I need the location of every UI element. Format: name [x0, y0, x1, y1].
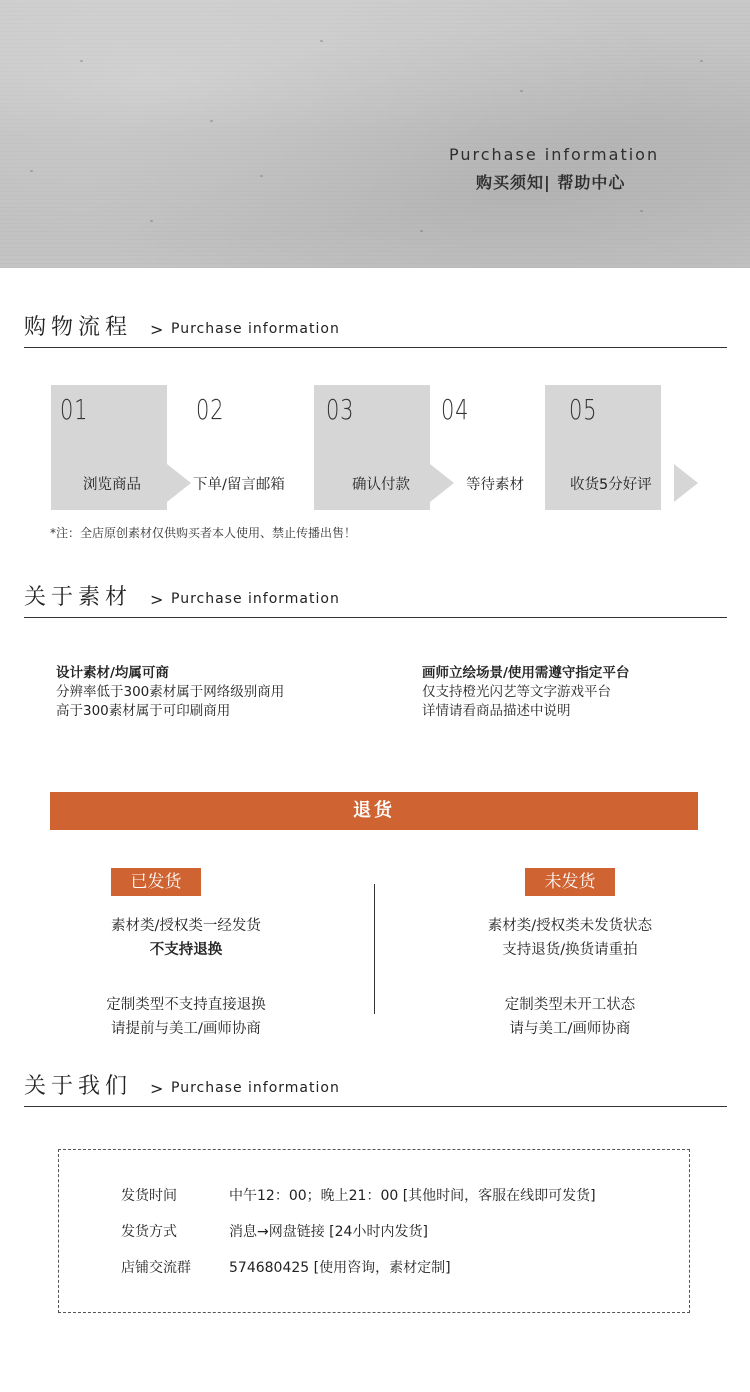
chevron-right-icon: >: [150, 590, 164, 609]
usage-note: *注：全店原创素材仅供购买者本人使用、禁止传播出售！: [50, 526, 357, 540]
material-info-right: [422, 664, 629, 721]
step-label: 收货5分好评: [570, 477, 652, 493]
step-label: 浏览商品: [83, 477, 141, 493]
step-arrow-shape: [167, 464, 191, 502]
policy-text: 请与美工/画师协商: [509, 1021, 631, 1037]
vertical-divider: [374, 884, 375, 1014]
info-key: 发货方式: [121, 1224, 177, 1240]
section-subtitle: Purchase information: [171, 321, 340, 337]
step-number: 01: [60, 393, 89, 426]
material-text: 高于300素材属于可印刷商用: [56, 703, 231, 719]
returns-header: 退货: [50, 792, 698, 830]
about-section-header: [24, 1067, 727, 1107]
step-number: 03: [326, 393, 355, 426]
step-number: 04: [441, 393, 470, 426]
shop-info-row: [121, 1185, 596, 1205]
policy-text: 定制类型不支持直接退换: [106, 997, 266, 1013]
section-title: 关于我们: [24, 1074, 133, 1099]
shop-info-row: [121, 1257, 451, 1277]
material-section-header: [24, 578, 727, 618]
chevron-right-icon: >: [150, 320, 164, 339]
info-key: 发货时间: [121, 1188, 177, 1204]
policy-text: 定制类型未开工状态: [504, 997, 636, 1013]
process-section-header: [24, 308, 727, 348]
section-subtitle: Purchase information: [171, 591, 340, 607]
policy-text: 支持退货/换货请重拍: [502, 942, 638, 958]
section-title: 购物流程: [24, 315, 133, 340]
info-key: 店铺交流群: [121, 1260, 191, 1276]
header-banner: [0, 0, 750, 268]
step-arrow-shape: [674, 464, 698, 502]
material-title: 设计素材/均属可商: [56, 665, 169, 681]
material-text: 分辨率低于300素材属于网络级别商用: [56, 684, 285, 700]
policy-text: 请提前与美工/画师协商: [111, 1021, 261, 1037]
material-info-left: [56, 664, 284, 721]
section-subtitle: Purchase information: [171, 1080, 340, 1096]
policy-text: 素材类/授权类未发货状态: [487, 918, 653, 934]
step-label: 下单/留言邮箱: [193, 477, 285, 493]
section-title: 关于素材: [24, 585, 133, 610]
info-value: 中午12：00；晚上21：00 [其他时间，客服在线即可发货]: [229, 1188, 596, 1204]
material-text: 仅支持橙光闪艺等文字游戏平台: [422, 684, 611, 700]
material-title: 画师立绘场景/使用需遵守指定平台: [422, 665, 630, 681]
banner-title-cn: 购买须知| 帮助中心: [476, 173, 626, 192]
step-arrow-shape: [430, 464, 454, 502]
policy-text-emphasis: 不支持退换: [149, 942, 223, 958]
chevron-right-icon: >: [150, 1079, 164, 1098]
banner-title-en: Purchase information: [449, 145, 660, 164]
policy-text: 素材类/授权类一经发货: [111, 918, 261, 934]
shop-info-row: [121, 1221, 428, 1241]
step-number: 02: [196, 393, 225, 426]
step-label: 等待素材: [466, 477, 524, 493]
step-number: 05: [569, 393, 598, 426]
shipped-tag: 已发货: [111, 868, 201, 896]
info-value: 消息→网盘链接 [24小时内发货]: [229, 1224, 428, 1240]
info-value: 574680425 [使用咨询，素材定制]: [229, 1260, 451, 1276]
material-text: 详情请看商品描述中说明: [422, 703, 571, 719]
step-label: 确认付款: [352, 477, 410, 493]
unshipped-tag: 未发货: [525, 868, 615, 896]
